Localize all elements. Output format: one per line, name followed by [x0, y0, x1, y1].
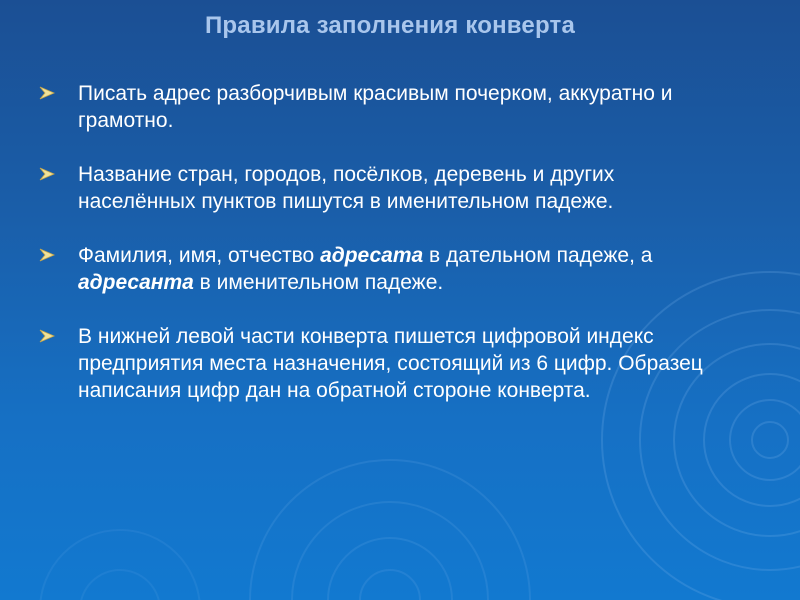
bullet-text: В нижней левой части конверта пишется цифровой индекс предприятия места назначения, состоящий из 6 цифр. Образец написания цифр дан на обратной стороне конверта.: [78, 325, 703, 402]
bullet-list: [34, 80, 734, 431]
slide-title: Правила заполнения конверта: [204, 12, 576, 39]
arrowhead-icon: [38, 165, 56, 183]
bullet-item: [34, 161, 734, 215]
emphasis-addressee: адресата: [320, 244, 424, 267]
arrowhead-icon: [38, 84, 56, 102]
bullet-item: [34, 242, 734, 296]
bullet-item: [34, 80, 734, 134]
bullet-text: Фамилия, имя, отчество: [78, 244, 321, 267]
bullet-text: Название стран, городов, посёлков, деревень и других населённых пунктов пишутся в именительном падеже.: [78, 163, 615, 213]
bullet-text: Писать адрес разборчивым красивым почерком, аккуратно и грамотно.: [78, 82, 673, 132]
arrowhead-icon: [38, 327, 56, 345]
bullet-text: в дательном падеже, а: [423, 244, 653, 267]
emphasis-sender: адресанта: [78, 271, 194, 294]
arrowhead-icon: [38, 246, 56, 264]
bullet-item: [34, 323, 734, 404]
bullet-text: в именительном падеже.: [193, 271, 444, 294]
